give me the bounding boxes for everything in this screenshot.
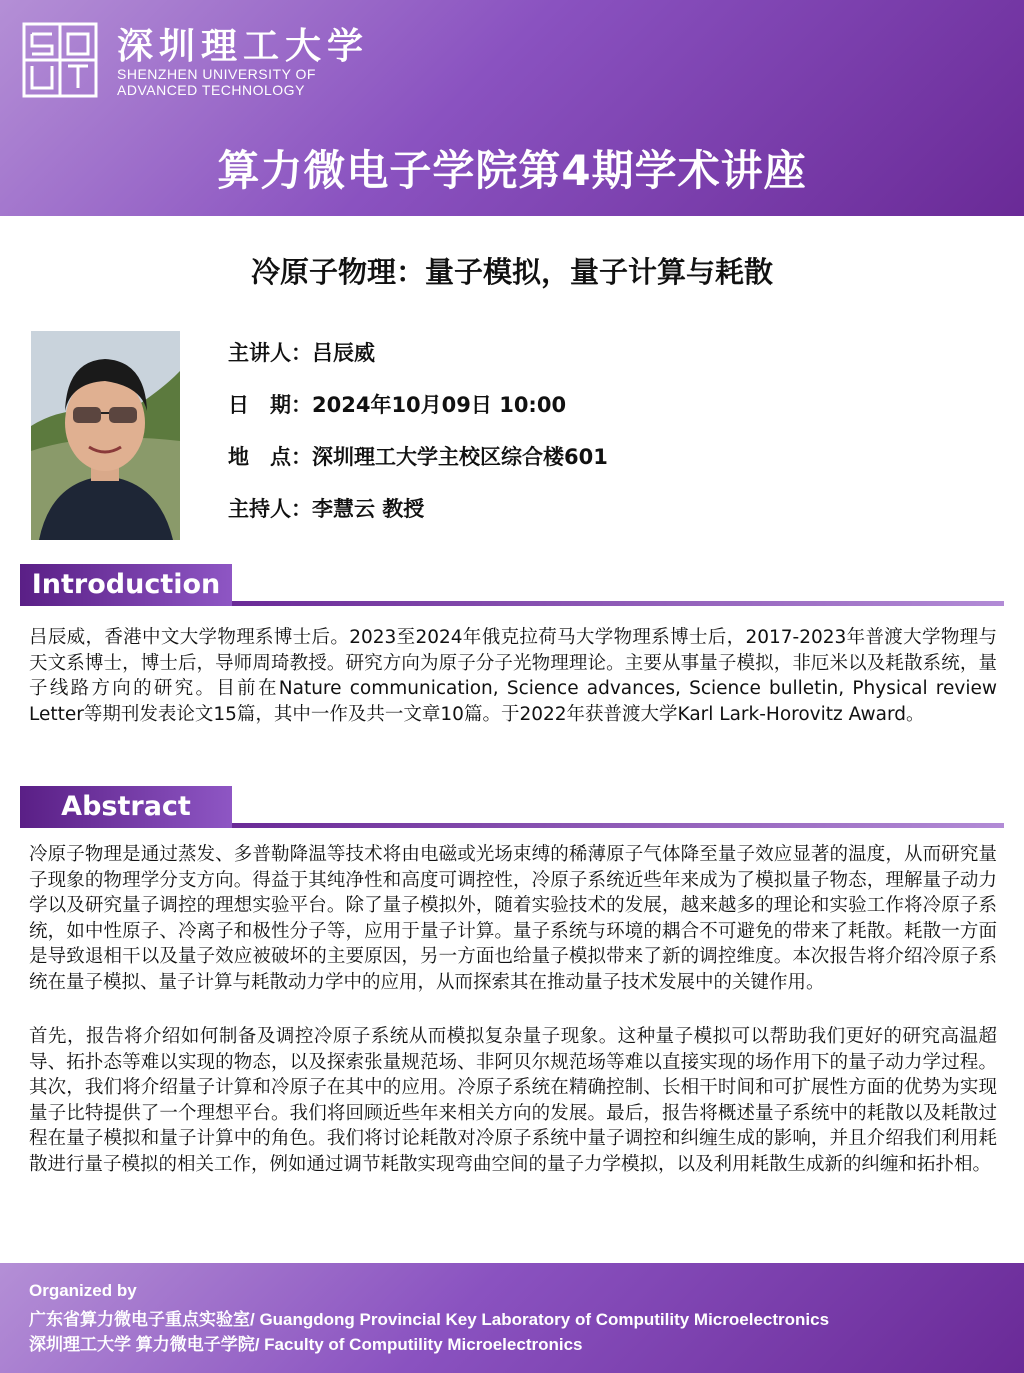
organizer-line-2: 深圳理工大学 算力微电子学院/ Faculty of Computility Microelectronics (29, 1335, 583, 1354)
section-divider (232, 601, 1004, 606)
abstract-paragraph-2: 首先，报告将介绍如何制备及调控冷原子系统从而模拟复杂量子现象。这种量子模拟可以帮助我们更好的研究高温超导、拓扑态等难以实现的物态，以及探索张量规范场、非阿贝尔规范场等难以直接实现的场作用下的量子动力学过程。其次，我们将介绍量子计算和冷原子在其中的应用。冷原子系统在精确控制、长相干时间和可扩展性方面的优势为实现量子比特提供了一个理想平台。我们将回顾近些年来相关方向的发展。最后，报告将概述量子系统中的耗散以及耗散过程在量子模拟和量子计算中的角色。我们将讨论耗散对冷原子系统中量子调控和纠缠生成的影响，并且介绍我们利用耗散进行量子模拟的相关工作，例如通过调节耗散实现弯曲空间的量子力学模拟，以及利用耗散生成新的纠缠和拓扑相。 (29, 1026, 997, 1175)
introduction-text: 吕辰威，香港中文大学物理系博士后。2023至2024年俄克拉荷马大学物理系博士后，2017-2023年普渡大学物理与天文系博士，博士后，导师周琦教授。研究方向为原子分子光物理理论。主要从事量子模拟，非厄米以及耗散系统，量子线路方向的研究。目前在Nature communication, Science advances, Science bulletin, Physical review Letter等期刊发表论文15篇，其中一作及共一文章10篇。于2022年获普渡大学Karl Lark-Horovitz Award。 (29, 627, 997, 725)
event-title: 算力微电子学院第4期学术讲座 (217, 146, 807, 195)
organized-by-label: Organized by (29, 1281, 137, 1300)
speaker-name: 吕辰威 (312, 341, 375, 365)
university-name-en (117, 66, 316, 98)
date-row (228, 389, 608, 441)
host-label: 主持人： (228, 497, 312, 521)
university-name-cn: 深圳理工大学 (117, 25, 370, 67)
organizer-line-1: 广东省算力微电子重点实验室/ Guangdong Provincial Key Laboratory of Computility Microelectronics (29, 1310, 830, 1329)
place-row (228, 441, 608, 493)
place-label: 地 点： (228, 445, 312, 469)
speaker-label: 主讲人： (228, 341, 312, 365)
university-name-en-line1: SHENZHEN UNIVERSITY OF (117, 66, 316, 82)
speaker-photo (31, 331, 180, 540)
host-row (228, 493, 608, 545)
abstract-heading: Abstract (20, 786, 232, 828)
footer-banner (0, 1263, 1024, 1373)
host-value: 李慧云 教授 (312, 497, 425, 521)
talk-info (228, 337, 608, 545)
university-name-en-line2: ADVANCED TECHNOLOGY (117, 82, 305, 98)
introduction-section-header (20, 564, 1004, 610)
place-value: 深圳理工大学主校区综合楼601 (312, 445, 608, 469)
date-label: 日 期： (228, 393, 312, 417)
introduction-heading: Introduction (20, 564, 232, 606)
date-value: 2024年10月09日 10:00 (312, 393, 567, 417)
header-banner (0, 0, 1024, 216)
abstract-section-header (20, 786, 1004, 832)
talk-title: 冷原子物理：量子模拟，量子计算与耗散 (250, 255, 773, 289)
abstract-paragraph-1: 冷原子物理是通过蒸发、多普勒降温等技术将由电磁或光场束缚的稀薄原子气体降至量子效应显著的温度，从而研究量子现象的物理学分支方向。得益于其纯净性和高度可调控性，冷原子系统近些年来成为了模拟量子物态，理解量子动力学以及研究量子调控的理想实验平台。除了量子模拟外，随着实验技术的发展，越来越多的理论和实验工作将冷原子系统，如中性原子、冷离子和极性分子等，应用于量子计算。量子系统与环境的耦合不可避免的带来了耗散。耗散一方面是导致退相干以及量子效应被破坏的主要原因，另一方面也给量子模拟带来了新的调控维度。本次报告将介绍冷原子系统在量子模拟、量子计算与耗散动力学中的应用，从而探索其在推动量子技术发展中的关键作用。 (29, 844, 997, 993)
suat-logo-icon (22, 22, 98, 98)
section-divider (232, 823, 1004, 828)
speaker-row (228, 337, 608, 389)
